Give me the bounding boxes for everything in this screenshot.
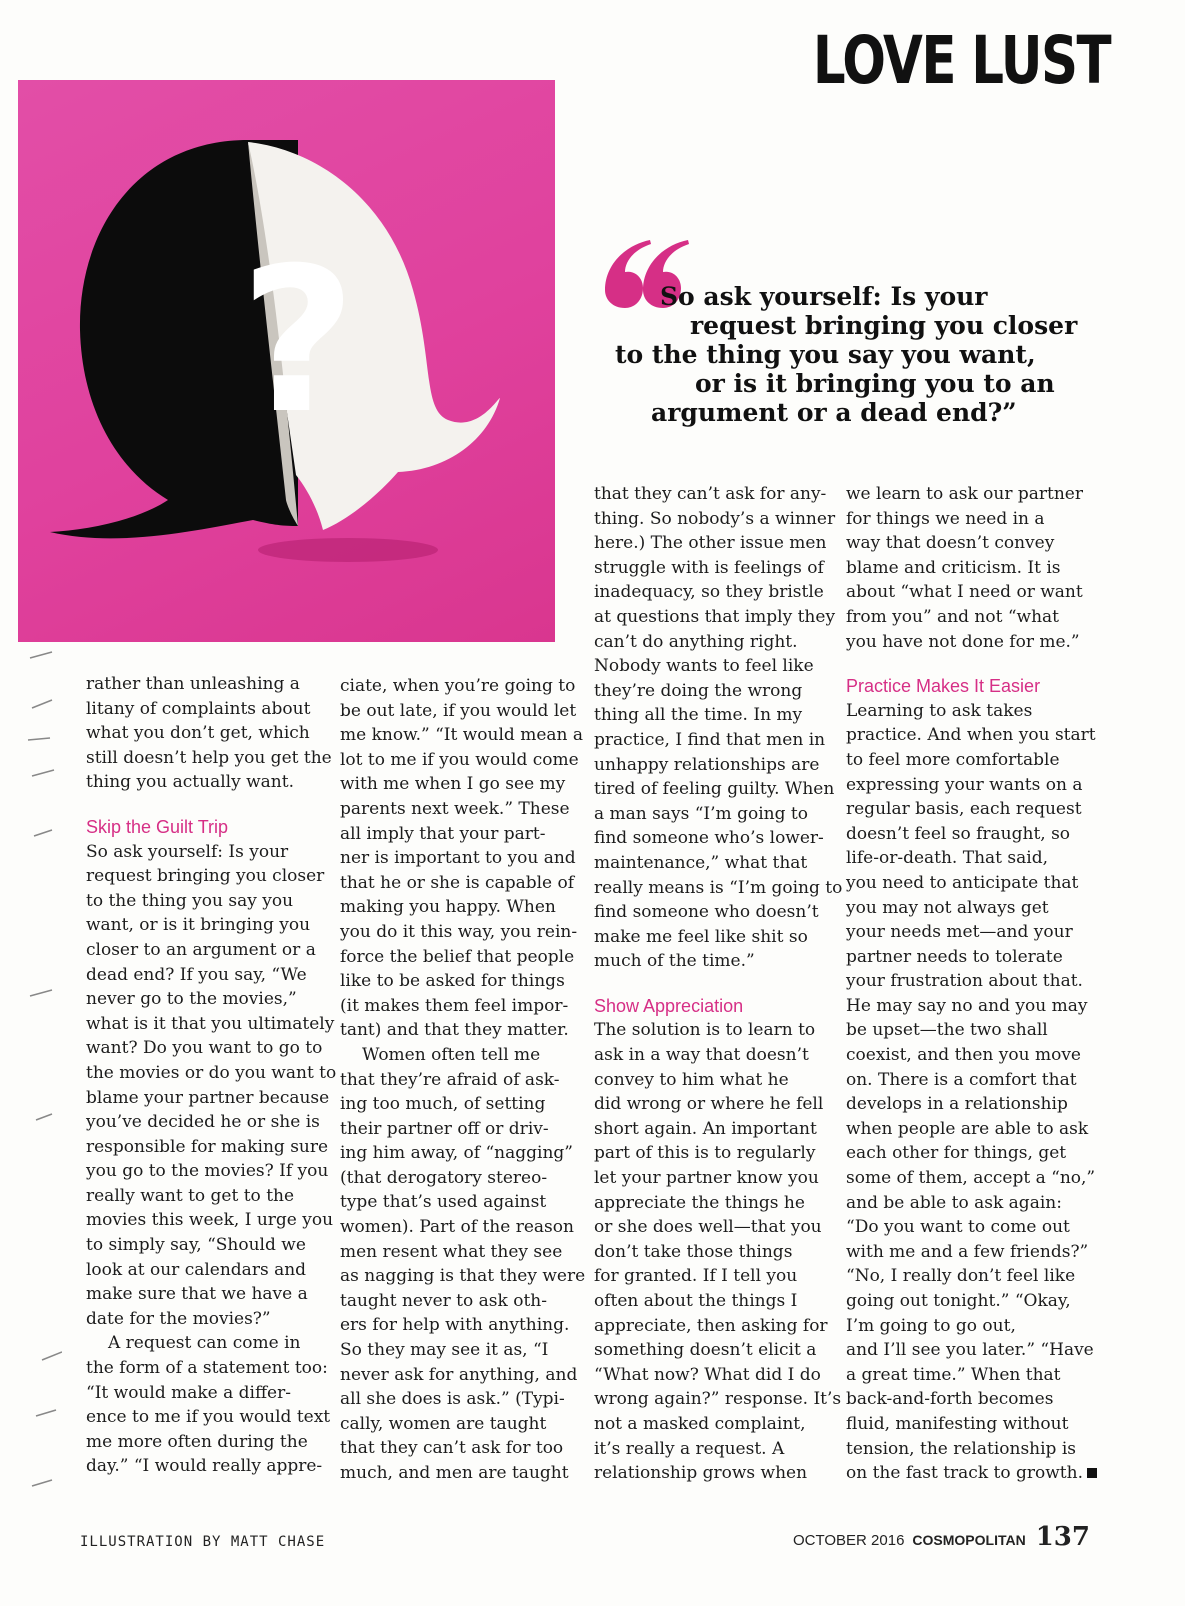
text-line: all imply that your part- (340, 823, 546, 844)
text-line: responsible for making sure (86, 1136, 329, 1157)
text-line: thing all the time. In my (594, 705, 803, 726)
text-line: to the thing you say you (86, 890, 294, 911)
paragraph (846, 699, 1096, 1486)
text-line: ers for help with anything. (340, 1315, 570, 1336)
text-line: never go to the movies,” (86, 989, 297, 1010)
text-line: about “what I need or want (846, 582, 1083, 603)
article-column-2 (340, 674, 586, 1486)
text-line: find someone who’s lower- (594, 828, 824, 849)
text-line: appreciate, then asking for (594, 1315, 828, 1336)
text-line: ing too much, of setting (340, 1094, 546, 1115)
text-line: regular basis, each request (846, 799, 1082, 820)
text-line: a great time.” When that (846, 1364, 1061, 1385)
text-line: cally, women are taught (340, 1413, 547, 1434)
text-line: that they can’t ask for any- (594, 484, 827, 504)
text-line: men resent what they see (340, 1241, 563, 1262)
issue-date: OCTOBER 2016 (792, 1532, 905, 1549)
question-glyph: ? (240, 225, 357, 458)
pullquote-line: or is it bringing you to an (695, 369, 1055, 398)
text-line: as nagging is that they were (340, 1266, 586, 1287)
text-line: (it makes them feel impor- (340, 995, 569, 1016)
text-line: some of them, accept a “no,” (846, 1168, 1096, 1189)
illustration (18, 80, 555, 642)
page-number: 137 (1035, 1522, 1090, 1552)
text-line: (that derogatory stereo- (340, 1167, 548, 1188)
text-line: Women often tell me (362, 1044, 541, 1065)
paragraph (594, 1018, 842, 1485)
pullquote-line: request bringing you closer (690, 311, 1078, 340)
text-line: partner needs to tolerate (846, 946, 1063, 967)
text-line: like to be asked for things (340, 971, 565, 992)
text-line: on the fast track to growth. (846, 1463, 1083, 1484)
article-column-4 (846, 482, 1096, 1486)
text-line: So they may see it as, “I (340, 1340, 549, 1361)
text-line: something doesn’t elicit a (594, 1340, 817, 1361)
text-line: each other for things, get (846, 1143, 1067, 1164)
text-line: to simply say, “Should we (86, 1235, 306, 1256)
text-line: ner is important to you and (340, 848, 576, 869)
text-line: struggle with is feelings of (594, 557, 824, 578)
text-line: lot to me if you would come (340, 749, 579, 770)
end-mark-icon (1087, 1468, 1097, 1478)
text-line: your needs met—and your (846, 922, 1073, 943)
paragraph (340, 674, 584, 1043)
text-line: litany of complaints about (86, 698, 311, 719)
text-line: dead end? If you say, “We (86, 964, 307, 985)
text-line: and be able to ask again: (846, 1192, 1062, 1213)
text-line: unhappy relationships are (594, 754, 820, 775)
text-line: practice, I find that men in (594, 729, 826, 750)
text-line: want? Do you want to go to (86, 1038, 323, 1059)
text-line: back-and-forth becomes (846, 1389, 1054, 1410)
pullquote-line: to the thing you say you want, (615, 340, 1036, 369)
text-line: “No, I really don’t feel like (846, 1266, 1076, 1287)
text-line: ence to me if you would text (86, 1407, 331, 1428)
text-line: they’re doing the wrong (594, 680, 803, 701)
text-line: their partner off or driv- (340, 1118, 549, 1139)
text-line: appreciate the things he (594, 1192, 805, 1213)
binding-marks (22, 640, 62, 1500)
text-line: it’s really a request. A (594, 1438, 785, 1459)
text-line: blame your partner because (86, 1087, 330, 1108)
subhead-practice-makes-it-easier: Practice Makes It Easier (846, 676, 1041, 697)
text-line: we learn to ask our partner (846, 484, 1083, 504)
text-line: when people are able to ask (846, 1118, 1089, 1139)
text-line: So ask yourself: Is your (86, 841, 289, 862)
text-line: that he or she is capable of (340, 872, 575, 893)
text-line: you need to anticipate that (846, 872, 1079, 893)
text-line: way that doesn’t convey (846, 533, 1055, 554)
text-line: be out late, if you would let (340, 700, 577, 721)
text-line: blame and criticism. It is (846, 557, 1061, 578)
section-header: LOVE LUST (812, 22, 1110, 99)
text-line: you go to the movies? If you (86, 1161, 329, 1182)
text-line: “It would make a differ- (86, 1382, 291, 1403)
question-speech-bubble-icon (18, 80, 555, 642)
text-line: with me and a few friends?” (846, 1241, 1089, 1262)
text-line: find someone who doesn’t (594, 902, 819, 923)
pull-quote (595, 230, 1115, 450)
article-column-1 (86, 672, 337, 1479)
text-line: or she does well—that you (594, 1217, 822, 1238)
text-line: what is it that you ultimately (86, 1013, 335, 1034)
text-line: rather than unleashing a (86, 674, 300, 694)
text-line: can’t do anything right. (594, 631, 798, 652)
text-line: maintenance,” what that (594, 852, 808, 873)
text-line: date for the movies?” (86, 1308, 271, 1329)
text-line: ask in a way that doesn’t (594, 1045, 809, 1066)
text-line: Learning to ask takes (846, 700, 1033, 721)
text-line: you have not done for me.” (846, 631, 1080, 652)
text-line: be upset—the two shall (846, 1020, 1048, 1041)
text-line: women). Part of the reason (340, 1217, 574, 1238)
magazine-name: COSMOPOLITAN (912, 1532, 1026, 1548)
text-line: to feel more comfortable (846, 749, 1060, 770)
text-line: make sure that we have a (86, 1284, 308, 1305)
text-line: day.” “I would really appre- (86, 1456, 323, 1477)
paragraph (594, 482, 843, 974)
text-line: the form of a statement too: (86, 1358, 328, 1379)
text-line: make me feel like shit so (594, 926, 808, 947)
text-line: Nobody wants to feel like (594, 656, 814, 677)
text-line: that they’re afraid of ask- (340, 1069, 560, 1090)
paragraph (340, 1043, 586, 1486)
text-line: taught never to ask oth- (340, 1290, 547, 1311)
text-line: still doesn’t help you get the (86, 747, 332, 768)
text-line: that they can’t ask for too (340, 1438, 564, 1459)
text-line: not a masked complaint, (594, 1413, 806, 1434)
text-line: “Do you want to come out (846, 1217, 1070, 1238)
text-line: you do it this way, you rein- (340, 921, 578, 942)
text-line: life-or-death. That said, (846, 848, 1048, 869)
text-line: much, and men are taught (340, 1463, 569, 1483)
text-line: with me when I go see my (340, 774, 566, 795)
text-line: me more often during the (86, 1431, 308, 1452)
text-line: ing him away, of “nagging” (340, 1143, 573, 1164)
text-line: from you” and not “what (846, 606, 1060, 627)
text-line: never ask for anything, and (340, 1364, 578, 1385)
paragraph (86, 1331, 331, 1479)
text-line: closer to an argument or a (86, 939, 316, 960)
text-line: convey to him what he (594, 1069, 789, 1090)
pullquote-line: argument or a dead end?” (651, 398, 1017, 427)
text-line: expressing your wants on a (846, 774, 1083, 795)
text-line: type that’s used against (340, 1192, 547, 1213)
text-line: request bringing you closer (86, 866, 325, 887)
text-line: let your partner know you (594, 1168, 819, 1189)
folio (793, 1522, 1090, 1552)
text-line: coexist, and then you move (846, 1045, 1081, 1066)
text-line: you’ve decided he or she is (86, 1112, 320, 1133)
text-line: fluid, manifesting without (846, 1413, 1069, 1434)
text-line: much of the time.” (594, 951, 755, 972)
text-line: making you happy. When (340, 897, 556, 918)
text-line: tired of feeling guilty. When (594, 779, 835, 800)
text-line: “What now? What did I do (594, 1364, 821, 1385)
text-line: what you don’t get, which (86, 723, 310, 744)
paragraph (86, 840, 337, 1332)
text-line: a man says “I’m going to (594, 803, 808, 824)
text-line: He may say no and you may (846, 995, 1088, 1016)
text-line: look at our calendars and (86, 1259, 307, 1280)
text-line: at questions that imply they (594, 606, 836, 627)
text-line: really want to get to the (86, 1185, 295, 1206)
text-line: for things we need in a (846, 508, 1045, 529)
text-line: practice. And when you start (846, 725, 1096, 746)
text-line: tant) and that they matter. (340, 1020, 569, 1041)
text-line: all she does is ask.” (Typi- (340, 1389, 565, 1410)
text-line: A request can come in (108, 1333, 301, 1354)
text-line: tension, the relationship is (846, 1438, 1077, 1459)
text-line: parents next week.” These (340, 798, 570, 819)
text-line: develops in a relationship (846, 1094, 1068, 1115)
paragraph (86, 672, 332, 795)
text-line: often about the things I (594, 1291, 798, 1311)
text-line: me know.” “It would mean a (340, 725, 584, 746)
text-line: wrong again?” response. It’s (594, 1389, 842, 1410)
text-line: really means is “I’m going to (594, 877, 843, 898)
subhead-skip-the-guilt-trip: Skip the Guilt Trip (86, 816, 229, 837)
text-line: the movies or do you want to (86, 1062, 337, 1083)
text-line: doesn’t feel so fraught, so (846, 823, 1071, 844)
text-line: don’t take those things (594, 1241, 793, 1262)
text-line: for granted. If I tell you (594, 1266, 798, 1287)
illustration-credit: ILLUSTRATION BY MATT CHASE (80, 1534, 326, 1550)
text-line: want, or is it bringing you (86, 915, 311, 936)
text-line: The solution is to learn to (594, 1020, 816, 1041)
text-line: did wrong or where he fell (594, 1094, 824, 1115)
text-line: ciate, when you’re going to (340, 676, 576, 696)
text-line-last (846, 1461, 1086, 1486)
text-line: part of this is to regularly (594, 1143, 816, 1164)
pullquote-line: So ask yourself: Is your (660, 282, 988, 311)
text-line: your frustration about that. (846, 971, 1083, 992)
subhead-show-appreciation: Show Appreciation (594, 995, 744, 1016)
text-line: relationship grows when (594, 1463, 808, 1484)
text-line: going out tonight.” “Okay, (846, 1291, 1071, 1311)
article-column-3 (594, 482, 843, 1486)
text-line: here.) The other issue men (594, 533, 827, 554)
paragraph (846, 482, 1086, 654)
text-line: inadequacy, so they bristle (594, 582, 824, 603)
text-line: thing. So nobody’s a winner (594, 508, 836, 529)
text-line: movies this week, I urge you (86, 1210, 334, 1231)
text-line: force the belief that people (340, 946, 575, 967)
text-line: short again. An important (594, 1118, 817, 1139)
text-line: I’m going to go out, (846, 1315, 1016, 1336)
text-line: thing you actually want. (86, 772, 294, 793)
text-line: and I’ll see you later.” “Have (846, 1340, 1094, 1361)
text-line: on. There is a comfort that (846, 1069, 1077, 1090)
text-line: you may not always get (846, 897, 1049, 918)
